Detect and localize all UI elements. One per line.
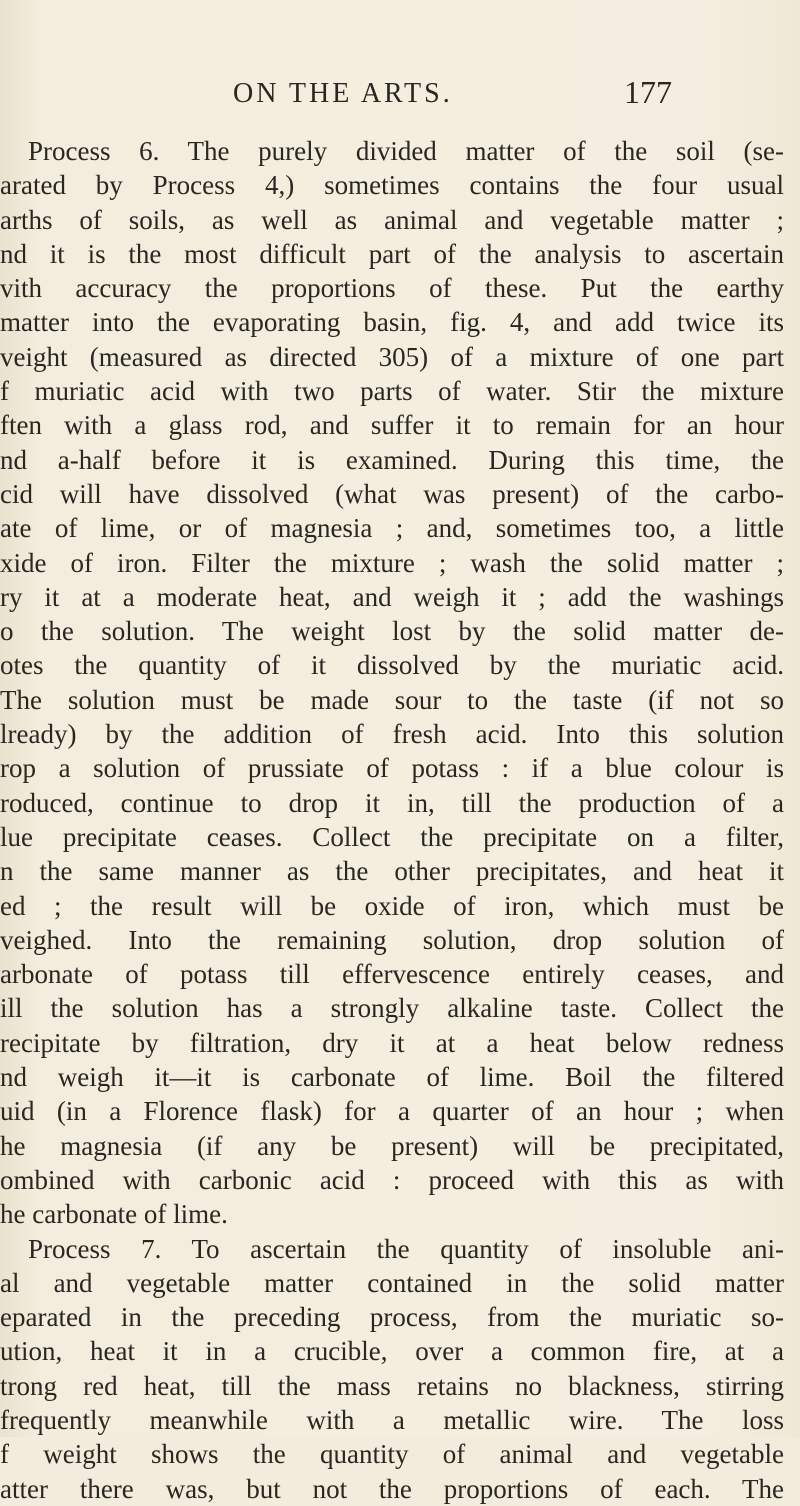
text-line: arated by Process 4,) sometimes contains the four usual bbox=[0, 170, 784, 201]
text-line: ften with a glass rod, and suffer it to remain for an hour bbox=[0, 410, 784, 441]
text-line: frequently meanwhile with a metallic wire. The loss bbox=[0, 1404, 784, 1435]
text-line: xide of iron. Filter the mixture ; wash the solid matter ; bbox=[0, 547, 784, 578]
text-line: ry it at a moderate heat, and weigh it ; add the washings bbox=[0, 581, 784, 612]
running-head: ON THE ARTS. bbox=[233, 78, 453, 109]
text-line: cid will have dissolved (what was present) of the carbo- bbox=[0, 478, 784, 509]
text-line: vith accuracy the proportions of these. Put the earthy bbox=[0, 273, 784, 304]
text-line: Process 7. To ascertain the quantity of insoluble ani- bbox=[28, 1233, 784, 1264]
text-line: al and vegetable matter contained in the solid matter bbox=[0, 1267, 784, 1298]
text-line: he carbonate of lime. bbox=[0, 1199, 228, 1230]
text-line: atter there was, but not the proportions of each. The bbox=[0, 1473, 784, 1504]
text-line: rop a solution of prussiate of potass : if a blue colour is bbox=[0, 753, 784, 784]
text-line: arths of soils, as well as animal and vegetable matter ; bbox=[0, 204, 784, 235]
text-line: o the solution. The weight lost by the solid matter de- bbox=[0, 616, 784, 647]
page-header bbox=[0, 74, 800, 118]
text-line: matter into the evaporating basin, fig. 4, and add twice its bbox=[0, 307, 784, 338]
text-line: f muriatic acid with two parts of water. Stir the mixture bbox=[0, 376, 784, 407]
body-text bbox=[0, 134, 790, 1506]
text-line: nd weigh it—it is carbonate of lime. Boil the filtered bbox=[0, 1062, 784, 1093]
text-line: lue precipitate ceases. Collect the precipitate on a filter, bbox=[0, 821, 784, 852]
text-line: trong red heat, till the mass retains no blackness, stirring bbox=[0, 1370, 784, 1401]
text-line: eparated in the preceding process, from the muriatic so- bbox=[0, 1302, 784, 1333]
text-line: otes the quantity of it dissolved by the muriatic acid. bbox=[0, 650, 784, 681]
text-line: veight (measured as directed 305) of a mixture of one part bbox=[0, 341, 784, 372]
text-line: lready) by the addition of fresh acid. Into this solution bbox=[0, 719, 784, 750]
text-line: recipitate by filtration, dry it at a heat below redness bbox=[0, 1027, 784, 1058]
text-line: nd it is the most difficult part of the analysis to ascertain bbox=[0, 238, 784, 269]
text-line: nd a-half before it is examined. During this time, the bbox=[0, 444, 784, 475]
text-line: ombined with carbonic acid : proceed with this as with bbox=[0, 1164, 784, 1195]
text-line: ill the solution has a strongly alkaline taste. Collect the bbox=[0, 993, 784, 1024]
text-line: ution, heat it in a crucible, over a common fire, at a bbox=[0, 1336, 784, 1367]
text-line: uid (in a Florence flask) for a quarter of an hour ; when bbox=[0, 1096, 784, 1127]
text-line: arbonate of potass till effervescence entirely ceases, and bbox=[0, 959, 784, 990]
text-line: he magnesia (if any be present) will be precipitated, bbox=[0, 1130, 784, 1161]
text-line: f weight shows the quantity of animal and vegetable bbox=[0, 1439, 784, 1470]
text-line: The solution must be made sour to the taste (if not so bbox=[0, 684, 784, 715]
text-line: ate of lime, or of magnesia ; and, sometimes too, a little bbox=[0, 513, 784, 544]
text-line: Process 6. The purely divided matter of the soil (se- bbox=[28, 136, 784, 166]
page-number: 177 bbox=[624, 74, 672, 110]
text-line: roduced, continue to drop it in, till the production of a bbox=[0, 787, 784, 818]
text-line: veighed. Into the remaining solution, drop solution of bbox=[0, 924, 784, 955]
text-line: n the same manner as the other precipitates, and heat it bbox=[0, 856, 784, 887]
text-line: ed ; the result will be oxide of iron, which must be bbox=[0, 890, 784, 921]
